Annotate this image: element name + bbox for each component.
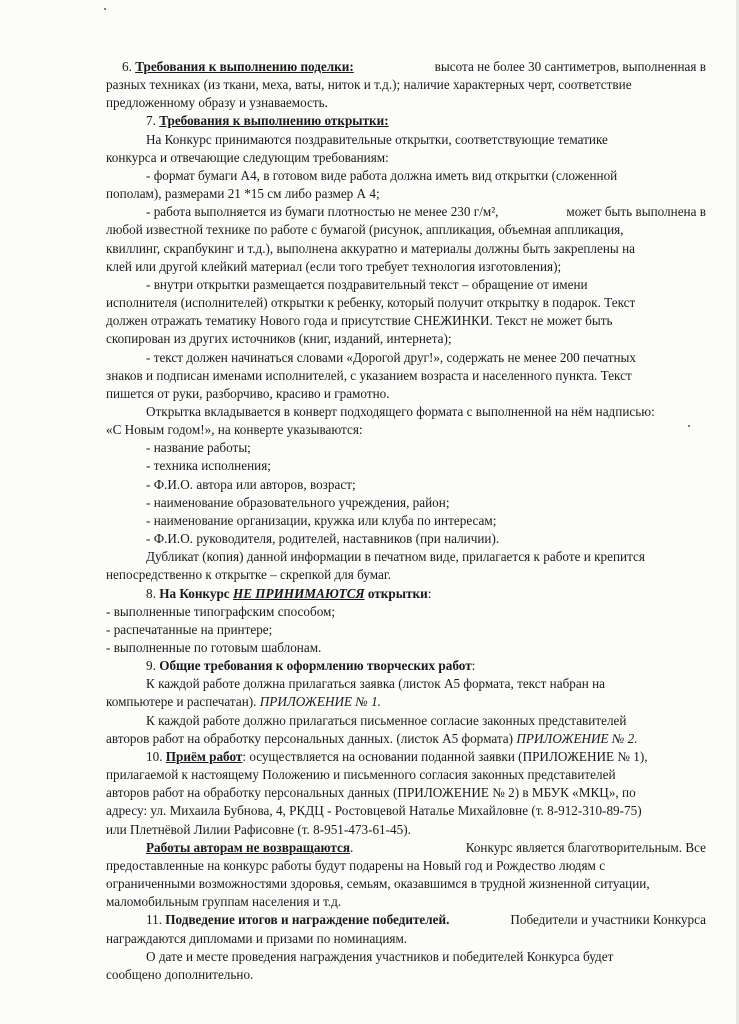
text-line: адресу: ул. Михаила Бубнова, 4, РКДЦ - Ростовцевой Наталье Михайловне (т. 8-912-310-89-75) — [106, 803, 642, 819]
section-11-heading-line — [106, 911, 706, 929]
text-line: предоставленные на конкурс работы будут подарены на Новый год и Рождество людям с — [106, 857, 606, 873]
section-number: 8. — [146, 585, 156, 601]
text-line: - работа выполняется из бумаги плотностью не менее 230 г/м², может быть выполнена в — [146, 204, 706, 220]
section-8-heading: 8. На Конкурс НЕ ПРИНИМАЮТСЯ открытки: — [146, 585, 432, 601]
list-item: - Ф.И.О. автора или авторов, возраст; — [146, 476, 356, 492]
text-line: Конкурс является благотворительным. Все — [465, 839, 706, 855]
text-line: О дате и месте проведения награждения участников и победителей Конкурса будет — [146, 948, 614, 964]
section-number: 7. — [146, 113, 156, 129]
text-line: маломобильным группам населения и т.д. — [106, 894, 342, 910]
section-9-title: Общие требования к оформлению творческих работ — [159, 658, 472, 674]
text-line: знаков и подписан именами исполнителей, с указанием возраста и населенного пункта. Текст — [106, 367, 632, 383]
appendix-ref: ПРИЛОЖЕНИЕ № 1. — [259, 694, 381, 710]
list-item: - наименование образовательного учреждения, район; — [146, 494, 450, 510]
section-7-heading — [106, 112, 706, 130]
list-item: - распечатанные на принтере; — [106, 621, 273, 637]
text-line: скопирован из других источников (книг, изданий, интернета); — [106, 331, 452, 347]
text-line: предложенному образу и узнаваемость. — [106, 95, 328, 111]
text-line: Победители и участники Конкурса — [510, 912, 706, 928]
text-line: Дубликат (копия) данной информации в печатном виде, прилагается к работе и крепится — [146, 549, 645, 565]
section-number: 11. — [146, 912, 162, 928]
text-line: непосредственно к открытке – скрепкой для бумаг. — [106, 567, 392, 583]
text-line: высота не более 30 сантиметров, выполненная в — [434, 59, 706, 74]
appendix-ref: ПРИЛОЖЕНИЕ № 2. — [516, 730, 638, 746]
document-page — [106, 58, 706, 984]
list-item: - выполненные по готовым шаблонам. — [106, 640, 322, 655]
section-number: 9. — [146, 658, 156, 674]
section-11-title: Подведение итогов и награждение победителей. — [165, 912, 450, 928]
list-item: - Ф.И.О. руководителя, родителей, наставников (при наличии). — [146, 531, 500, 547]
text-line: ограниченными возможностями здоровья, семьям, оказавшимся в трудной жизненной ситуации, — [106, 876, 650, 892]
list-item: - наименование организации, кружка или клуба по интересам; — [146, 512, 497, 528]
list-item: - выполненные типографским способом; — [106, 603, 336, 619]
list-item: - название работы; — [146, 440, 251, 456]
text-line: авторов работ на обработку персональных данных (ПРИЛОЖЕНИЕ № 2) в МБУК «МКЦ», по — [106, 785, 636, 801]
text-line: компьютере и распечатан). ПРИЛОЖЕНИЕ № 1. — [106, 694, 381, 710]
text-line: конкурса и отвечающие следующим требованиям: — [106, 149, 389, 165]
text-line: пополам), размерами 21 *15 см либо размер А 4; — [106, 186, 380, 202]
text-line: награждаются дипломами и призами по номинациям. — [106, 930, 408, 946]
text-line: На Конкурс принимаются поздравительные открытки, соответствующие тематике — [146, 131, 608, 147]
text-line: любой известной технике по работе с бумагой (рисунок, аппликация, объемная аппликация, — [106, 222, 624, 238]
text-line: или Плетнёвой Лилии Рафисовне (т. 8-951-473-61-45). — [106, 821, 411, 837]
text-line: - внутри открытки размещается поздравительный текст – обращение от имени — [146, 276, 588, 292]
section-9-heading: 9. Общие требования к оформлению творческих работ: — [146, 658, 476, 674]
text-line: прилагаемой к настоящему Положению и письменного согласия законных представителей — [106, 767, 616, 783]
text-line: пишется от руки, разборчиво, красиво и грамотно. — [106, 385, 390, 401]
section-6-title: Требования к выполнению поделки: — [135, 59, 354, 74]
rejected-list — [106, 603, 706, 657]
not-accepted-label: НЕ ПРИНИМАЮТСЯ — [232, 585, 365, 601]
envelope-list — [106, 439, 706, 548]
section-10-title: Приём работ — [165, 748, 243, 764]
text-line: разных техниках (из ткани, меха, ваты, ниток и т.д.); наличие характерных черт, соответствие — [106, 77, 632, 93]
section-10-heading: 10. Приём работ: осуществляется на основании поданной заявки (ПРИЛОЖЕНИЕ № 1), — [146, 748, 648, 764]
text-line: исполнителя (исполнителей) открытки к ребенку, который получит открытку в подарок. Текст — [106, 295, 636, 311]
section-number: 10. — [146, 748, 163, 764]
returns-title: Работы авторам не возвращаются — [146, 839, 351, 855]
text-line: - формат бумаги А4, в готовом виде работа должна иметь вид открытки (сложенной — [146, 167, 618, 183]
section-7-title: Требования к выполнению открытки: — [159, 113, 389, 129]
returns-heading-line: Работы авторам не возвращаются. Конкурс является благотворительным. Все — [106, 839, 706, 857]
text-line: квиллинг, скрапбукинг и т.д.), выполнена аккуратно и материалы должны быть закреплены на — [106, 240, 635, 256]
text-line: - текст должен начинаться словами «Дорогой друг!», содержать не менее 200 печатных — [146, 349, 636, 365]
text-line: клей или другой клейкий материал (если того требует технология изготовления); — [106, 258, 562, 274]
text-line: Открытка вкладывается в конверт подходящего формата с выполненной на нём надписью: — [146, 403, 655, 419]
text-line: К каждой работе должна прилагаться заявка (листок А5 формата, текст набран на — [146, 676, 606, 692]
list-item: - техника исполнения; — [146, 458, 271, 474]
text-line: должен отражать тематику Нового года и присутствие СНЕЖИНКИ. Текст не может быть — [106, 313, 613, 329]
scan-speck — [104, 8, 106, 10]
text-line: К каждой работе должно прилагаться письменное согласие законных представителей — [146, 712, 627, 728]
text-line: «С Новым годом!», на конверте указываются: — [106, 422, 363, 438]
text-line: сообщено дополнительно. — [106, 966, 254, 982]
section-6-heading-line — [106, 58, 706, 76]
section-number: 6. — [122, 59, 132, 74]
text-line: авторов работ на обработку персональных данных. (листок А5 формата) ПРИЛОЖЕНИЕ № 2. — [106, 730, 638, 746]
